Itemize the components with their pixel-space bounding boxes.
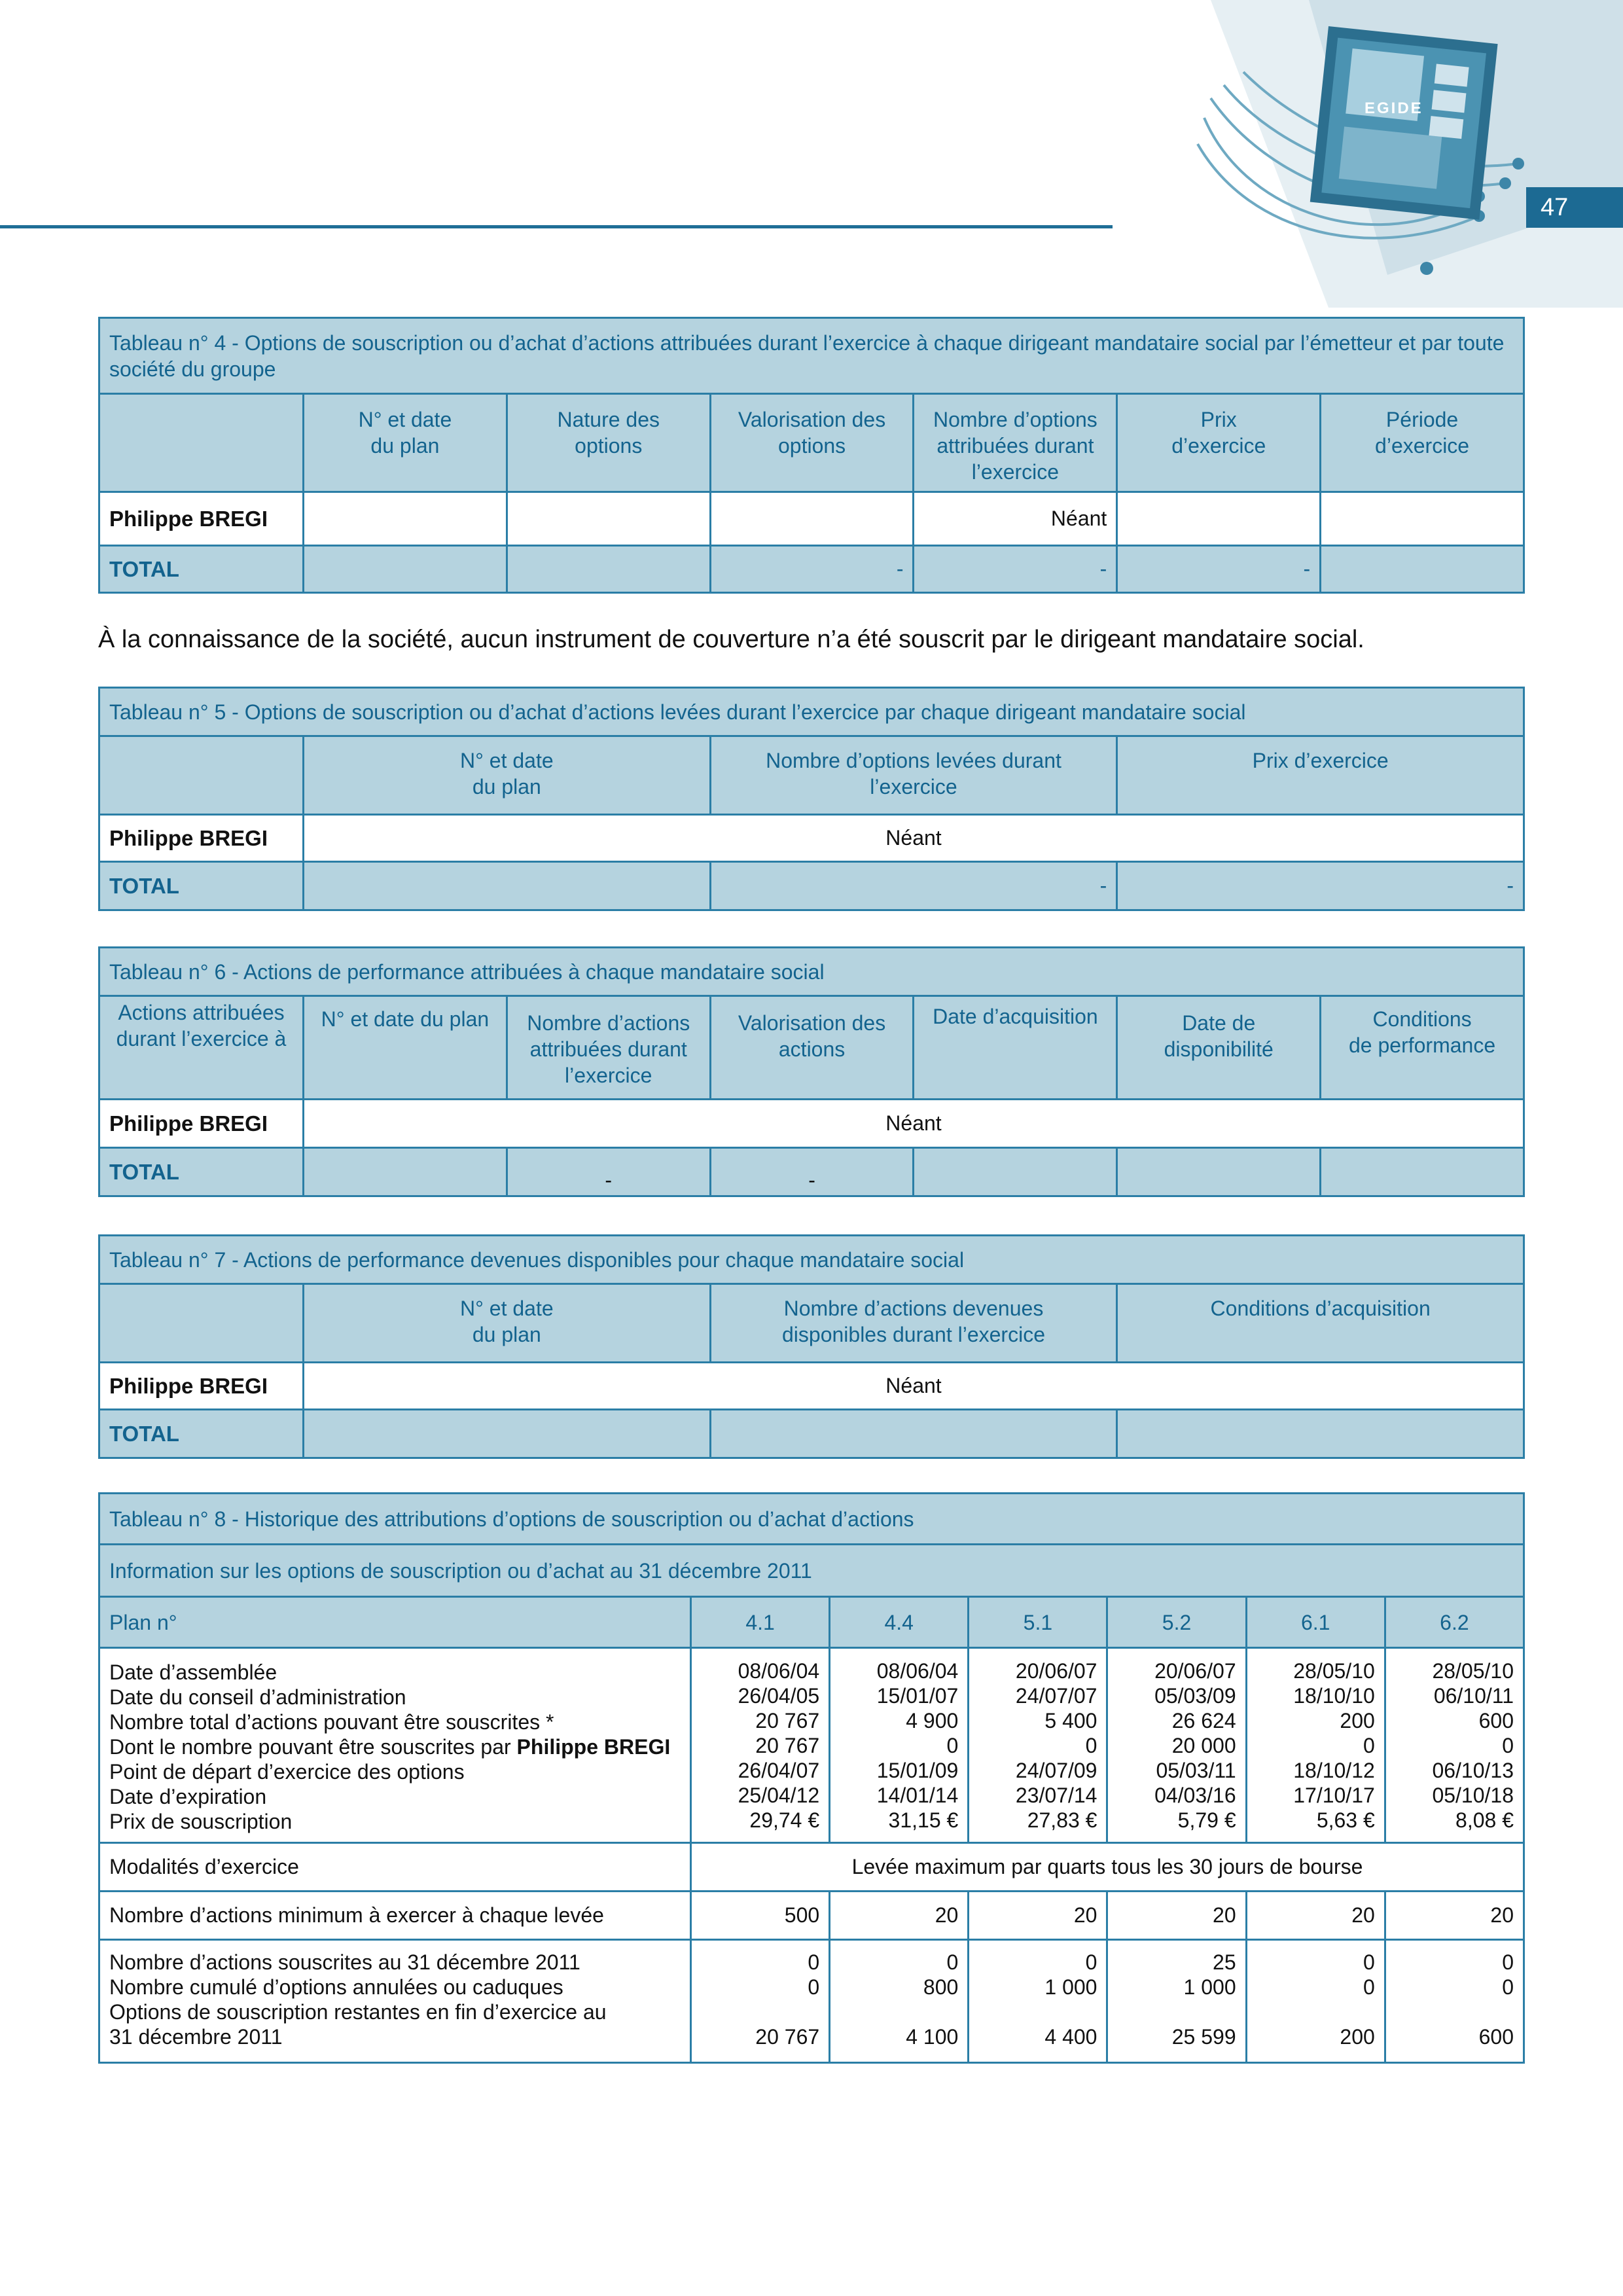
t5-header-nombre: Nombre d’options levées durant l’exercice: [710, 736, 1117, 815]
t7-header-conditions: Conditions d’acquisition: [1117, 1284, 1524, 1363]
t8-row-label: Date d’expiration: [109, 1784, 267, 1808]
t8-modalites-label: Modalités d’exercice: [99, 1843, 691, 1892]
t6-header-plan: N° et date du plan: [304, 996, 507, 1100]
t8-min-value: 20: [1107, 1892, 1246, 1940]
t8-last-col: 0 0 200: [1246, 1940, 1385, 2063]
t8-last-col: 25 1 000 25 599: [1107, 1940, 1246, 2063]
t8-row-label: Nombre total d’actions pouvant être souscrites *: [109, 1710, 554, 1734]
table-5: [98, 687, 1525, 911]
t6-header-conditions: Conditions de performance: [1321, 996, 1524, 1100]
t6-total-dash: -: [507, 1148, 710, 1196]
table-6-caption: Tableau n° 6 - Actions de performance attribuées à chaque mandataire social: [99, 948, 1524, 996]
t6-header-nombre: Nombre d’actions attribuées durant l’exercice: [507, 996, 710, 1100]
header-rule: [0, 225, 1113, 228]
t8-col-4-1: 08/06/04 26/04/05 20 767 20 767 26/04/07 25/04/12 29,74 €: [691, 1648, 830, 1843]
table-4-caption: Tableau n° 4 - Options de souscription ou d’achat d’actions attribuées durant l’exercice à chaque dirigeant mandataire social par l’émetteur et par toute société du groupe: [99, 318, 1524, 394]
t4-total-dash: -: [1117, 546, 1321, 593]
t7-value: Néant: [304, 1363, 1524, 1410]
t6-total-label: TOTAL: [99, 1148, 304, 1196]
t8-col-6-2: 28/05/10 06/10/11 600 0 06/10/13 05/10/18 8,08 €: [1385, 1648, 1524, 1843]
t8-last-col: 0 0 600: [1385, 1940, 1524, 2063]
t5-header-prix: Prix d’exercice: [1117, 736, 1524, 815]
t8-col-5-1: 20/06/07 24/07/07 5 400 0 24/07/09 23/07/14 27,83 €: [969, 1648, 1107, 1843]
table-8-subcaption: Information sur les options de souscription ou d’achat au 31 décembre 2011: [99, 1545, 1524, 1597]
t4-header-plan: N° et date du plan: [304, 394, 507, 492]
logo-text: EGIDE: [1364, 99, 1423, 117]
t5-total-dash: -: [710, 862, 1117, 910]
header-chip-illustration: [1113, 0, 1623, 308]
t8-row-label: Date d’assemblée: [109, 1660, 277, 1684]
t8-plan-label: Plan n°: [99, 1597, 691, 1648]
table-6: [98, 946, 1525, 1197]
t5-row-name: Philippe BREGI: [99, 815, 304, 862]
t8-min-value: 20: [969, 1892, 1107, 1940]
t4-total-dash: -: [914, 546, 1117, 593]
t7-row-name: Philippe BREGI: [99, 1363, 304, 1410]
t5-total-dash: -: [1117, 862, 1524, 910]
t5-header-plan: N° et date du plan: [304, 736, 711, 815]
t8-plan: 4.1: [691, 1597, 830, 1648]
t6-header-disponibilite: Date de disponibilité: [1117, 996, 1321, 1100]
page-number: 47: [1526, 187, 1623, 228]
t4-header-nombre: Nombre d’options attribuées durant l’exercice: [914, 394, 1117, 492]
table-4: [98, 317, 1525, 594]
t8-row-label: Point de départ d’exercice des options: [109, 1759, 465, 1784]
t6-row-name: Philippe BREGI: [99, 1100, 304, 1148]
t8-col-4-4: 08/06/04 15/01/07 4 900 0 15/01/09 14/01/14 31,15 €: [830, 1648, 969, 1843]
t8-min-label: Nombre d’actions minimum à exercer à chaque levée: [99, 1892, 691, 1940]
t8-last-label: 31 décembre 2011: [109, 2025, 283, 2049]
t8-bregi-name: Philippe BREGI: [516, 1734, 671, 1759]
t5-value: Néant: [304, 815, 1524, 862]
t8-row-label: Prix de souscription: [109, 1809, 293, 1833]
table-8: [98, 1492, 1525, 2064]
t8-last-col: 0 1 000 4 400: [969, 1940, 1107, 2063]
t8-col-5-2: 20/06/07 05/03/09 26 624 20 000 05/03/11 04/03/16 5,79 €: [1107, 1648, 1246, 1843]
t8-plan: 6.2: [1385, 1597, 1524, 1648]
t8-min-value: 20: [1385, 1892, 1524, 1940]
t8-modalites-value: Levée maximum par quarts tous les 30 jours de bourse: [691, 1843, 1524, 1892]
t8-plan: 4.4: [830, 1597, 969, 1648]
t4-header-nature: Nature des options: [507, 394, 710, 492]
t4-row-name: Philippe BREGI: [99, 492, 304, 546]
t8-min-value: 20: [1246, 1892, 1385, 1940]
hedging-statement: À la connaissance de la société, aucun instrument de couverture n’a été souscrit par le dirigeant mandataire social.: [98, 626, 1364, 653]
t8-plan: 5.2: [1107, 1597, 1246, 1648]
t4-header-valorisation: Valorisation des options: [710, 394, 914, 492]
t8-min-value: 20: [830, 1892, 969, 1940]
t8-row-label: Date du conseil d’administration: [109, 1685, 406, 1709]
t8-plan: 5.1: [969, 1597, 1107, 1648]
t5-total-label: TOTAL: [99, 862, 304, 910]
t8-last-label: Nombre d’actions souscrites au 31 décembre 2011: [109, 1950, 580, 1974]
t4-value: Néant: [914, 492, 1117, 546]
t7-header-plan: N° et date du plan: [304, 1284, 711, 1363]
t4-header-prix: Prix d’exercice: [1117, 394, 1321, 492]
t6-total-dash: -: [710, 1148, 914, 1196]
t8-row-label: Dont le nombre pouvant être souscrites par Philippe BREGI: [109, 1734, 671, 1759]
table-5-caption: Tableau n° 5 - Options de souscription ou d’achat d’actions levées durant l’exercice par chaque dirigeant mandataire social: [99, 688, 1524, 736]
t8-last-label: Options de souscription restantes en fin d’exercice au: [109, 2000, 607, 2024]
t8-last-col: 0 800 4 100: [830, 1940, 969, 2063]
t4-total-label: TOTAL: [99, 546, 304, 593]
table-7-caption: Tableau n° 7 - Actions de performance devenues disponibles pour chaque mandataire social: [99, 1236, 1524, 1284]
table-8-caption: Tableau n° 8 - Historique des attributions d’options de souscription ou d’achat d’actions: [99, 1494, 1524, 1545]
t7-header-nombre: Nombre d’actions devenues disponibles durant l’exercice: [710, 1284, 1117, 1363]
t8-col-6-1: 28/05/10 18/10/10 200 0 18/10/12 17/10/17 5,63 €: [1246, 1648, 1385, 1843]
t4-header-periode: Période d’exercice: [1321, 394, 1524, 492]
t8-last-col: 0 0 20 767: [691, 1940, 830, 2063]
t8-min-value: 500: [691, 1892, 830, 1940]
t6-header-actions: Actions attribuées durant l’exercice à: [99, 996, 304, 1100]
t6-header-valorisation: Valorisation des actions: [710, 996, 914, 1100]
t4-total-dash: -: [710, 546, 914, 593]
t7-total-label: TOTAL: [99, 1410, 304, 1458]
table-7: [98, 1234, 1525, 1459]
t8-last-label: Nombre cumulé d’options annulées ou caduques: [109, 1975, 563, 1999]
t8-plan: 6.1: [1246, 1597, 1385, 1648]
t6-header-acquisition: Date d’acquisition: [914, 996, 1117, 1100]
t6-value: Néant: [304, 1100, 1524, 1148]
